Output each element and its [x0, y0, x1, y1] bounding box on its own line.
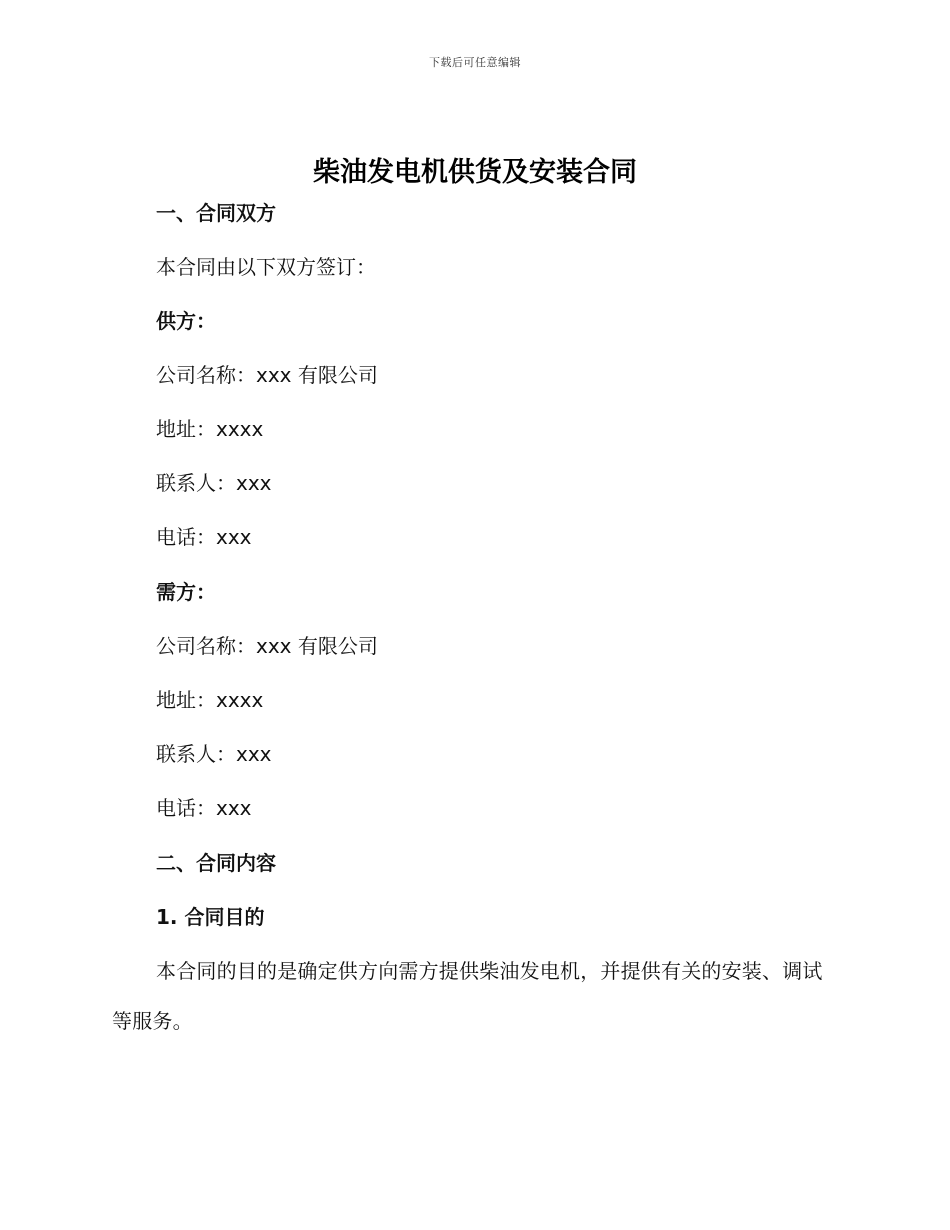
header-note: 下载后可任意编辑	[429, 56, 521, 69]
supplier-phone: 电话：xxx	[156, 525, 252, 549]
buyer-phone: 电话：xxx	[156, 796, 252, 820]
buyer-company: 公司名称：xxx 有限公司	[156, 634, 378, 658]
section1-heading: 一、合同双方	[156, 201, 276, 225]
section2-sub1-paragraph: 本合同的目的是确定供方向需方提供柴油发电机，并提供有关的安装、调试等服务。	[112, 959, 823, 1033]
supplier-address: 地址：xxxx	[156, 417, 264, 441]
section2-heading: 二、合同内容	[156, 851, 276, 875]
buyer-address: 地址：xxxx	[156, 688, 264, 712]
supplier-label: 供方：	[156, 309, 216, 333]
document-title: 柴油发电机供货及安装合同	[313, 157, 637, 188]
section1-intro: 本合同由以下双方签订：	[156, 255, 376, 279]
section2-sub1-heading: 1. 合同目的	[156, 905, 265, 929]
supplier-contact: 联系人：xxx	[156, 471, 272, 495]
buyer-label: 需方：	[156, 580, 216, 604]
buyer-contact: 联系人：xxx	[156, 742, 272, 766]
supplier-company: 公司名称：xxx 有限公司	[156, 363, 378, 387]
